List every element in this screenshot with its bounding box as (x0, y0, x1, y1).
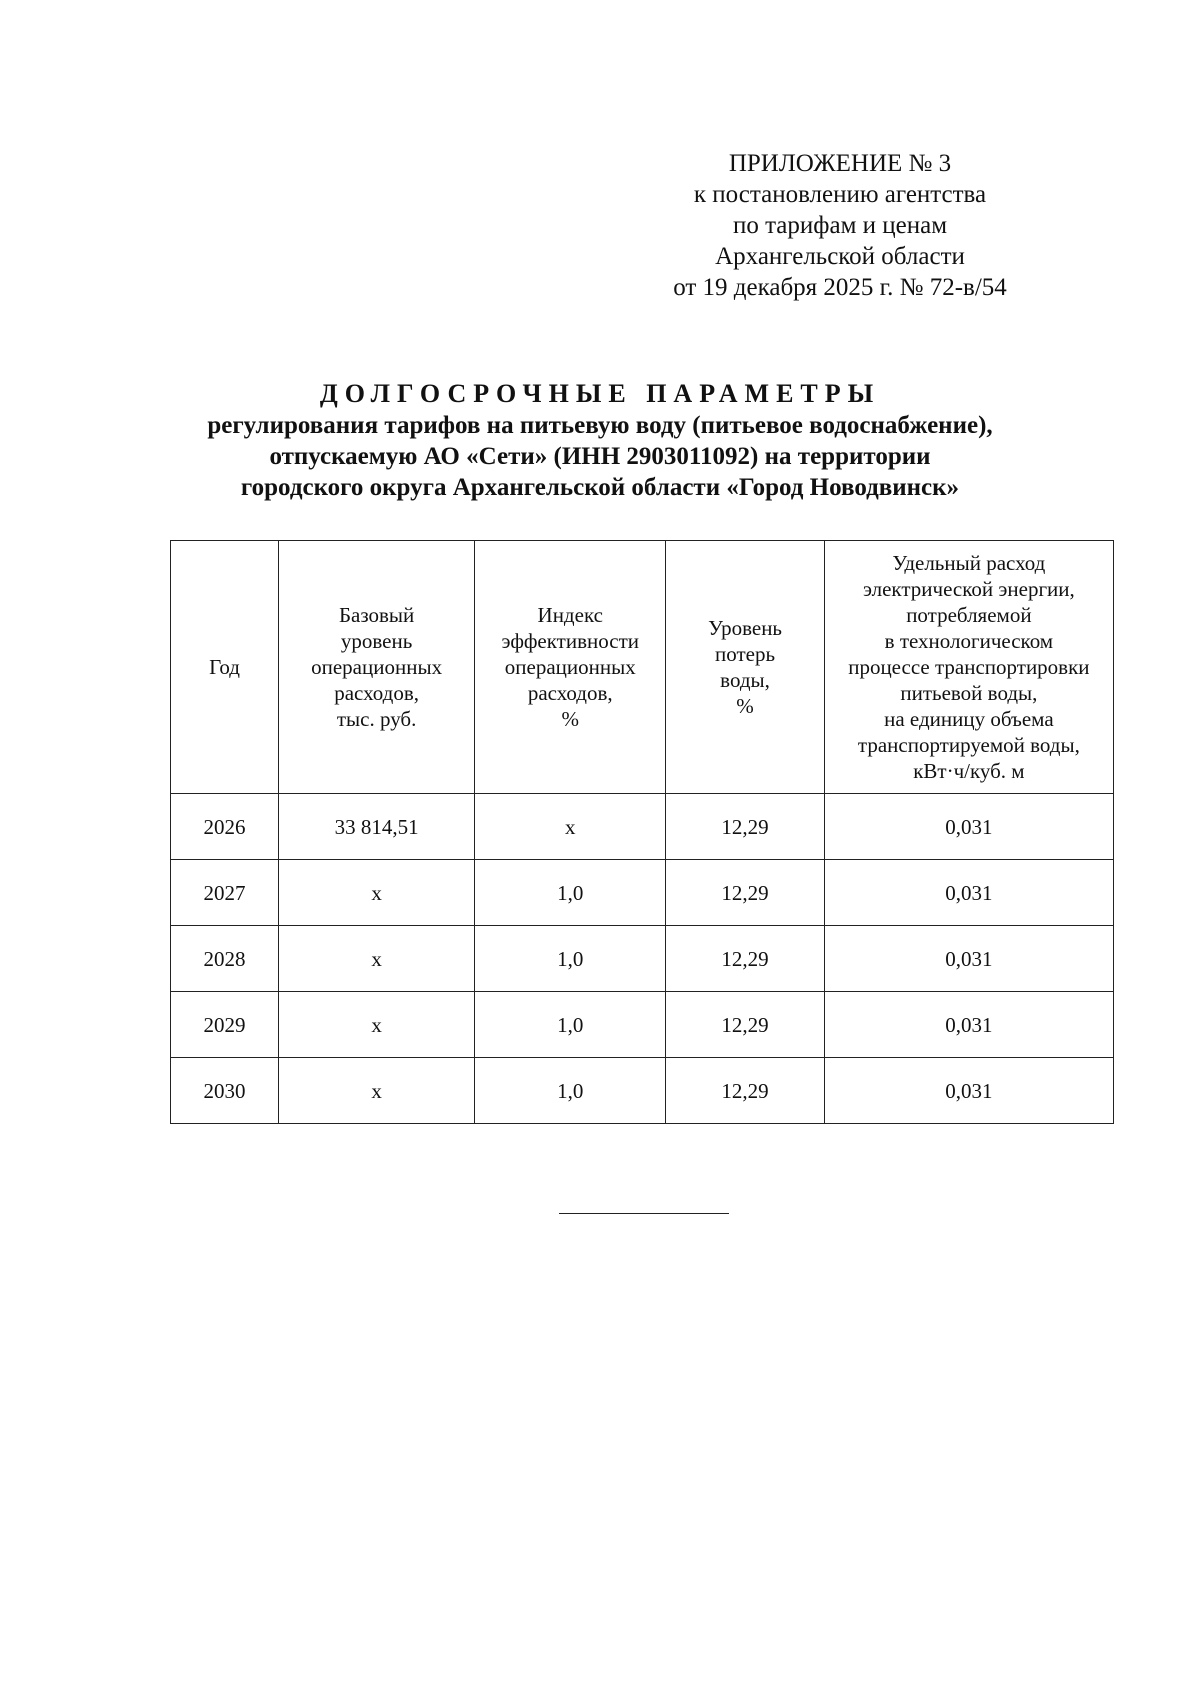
cell-base-opex: 33 814,51 (279, 794, 475, 860)
header-text: Удельный расход (892, 551, 1046, 575)
table-row (171, 992, 1114, 1058)
cell-base-opex: х (279, 992, 475, 1058)
document-title (150, 378, 1050, 503)
header-text: воды, (720, 668, 770, 692)
header-text: транспортируемой воды, (857, 733, 1080, 757)
appendix-ref-line: по тарифам и ценам (732, 212, 948, 239)
header-text: тыс. руб. (336, 707, 417, 731)
header-efficiency-index (475, 541, 666, 794)
table-row (171, 860, 1114, 926)
cell-year: 2028 (171, 926, 279, 992)
header-base-opex (279, 541, 475, 794)
cell-year: 2026 (171, 794, 279, 860)
header-text: расходов, (527, 681, 613, 705)
cell-energy-consumption: 0,031 (824, 926, 1113, 992)
header-text: электрической энергии, (862, 577, 1075, 601)
cell-year: 2027 (171, 860, 279, 926)
header-text: эффективности (501, 629, 640, 653)
appendix-block (640, 148, 1040, 303)
header-text: потребляемой (906, 603, 1032, 627)
header-year (171, 541, 279, 794)
cell-efficiency-index: х (475, 794, 666, 860)
appendix-ref-line: к постановлению агентства (693, 181, 987, 208)
cell-base-opex: х (279, 926, 475, 992)
cell-energy-consumption: 0,031 (824, 794, 1113, 860)
header-text: % (736, 694, 754, 718)
header-text: Уровень (708, 616, 783, 640)
cell-base-opex: х (279, 860, 475, 926)
header-water-loss (666, 541, 824, 794)
cell-efficiency-index: 1,0 (475, 860, 666, 926)
table-row (171, 926, 1114, 992)
appendix-number: ПРИЛОЖЕНИЕ № 3 (728, 150, 952, 177)
header-text: потерь (715, 642, 776, 666)
table-header-row (171, 541, 1114, 794)
title-line: городского округа Архангельской области «Город Новодвинск» (240, 474, 960, 501)
cell-water-loss: 12,29 (666, 926, 824, 992)
cell-year: 2029 (171, 992, 279, 1058)
appendix-ref-line: Архангельской области (715, 243, 965, 270)
header-text: кВт·ч/куб. м (913, 759, 1025, 783)
header-text: операционных (311, 655, 443, 679)
header-text: процессе транспортировки (848, 655, 1090, 679)
header-text: Индекс (537, 603, 603, 627)
header-text: расходов, (334, 681, 420, 705)
cell-water-loss: 12,29 (666, 860, 824, 926)
table-row (171, 794, 1114, 860)
cell-water-loss: 12,29 (666, 794, 824, 860)
cell-efficiency-index: 1,0 (475, 1058, 666, 1124)
header-text: питьевой воды, (900, 681, 1038, 705)
cell-water-loss: 12,29 (666, 992, 824, 1058)
cell-base-opex: х (279, 1058, 475, 1124)
end-divider (559, 1213, 729, 1214)
cell-energy-consumption: 0,031 (824, 860, 1113, 926)
header-text: в технологическом (884, 629, 1054, 653)
header-text: Год (209, 655, 240, 679)
header-text: операционных (504, 655, 636, 679)
cell-efficiency-index: 1,0 (475, 992, 666, 1058)
header-text: Базовый (338, 603, 415, 627)
appendix-date-number: от 19 декабря 2025 г. № 72-в/54 (673, 274, 1007, 301)
cell-efficiency-index: 1,0 (475, 926, 666, 992)
header-energy-consumption (824, 541, 1113, 794)
title-line: регулирования тарифов на питьевую воду (питьевое водоснабжение), (207, 412, 993, 439)
cell-energy-consumption: 0,031 (824, 992, 1113, 1058)
header-text: % (561, 707, 579, 731)
title-line: отпускаемую АО «Сети» (ИНН 2903011092) на территории (269, 443, 931, 470)
parameters-table (170, 540, 1114, 1124)
cell-water-loss: 12,29 (666, 1058, 824, 1124)
cell-energy-consumption: 0,031 (824, 1058, 1113, 1124)
table-row (171, 1058, 1114, 1124)
title-heading: ДОЛГОСРОЧНЫЕ ПАРАМЕТРЫ (319, 379, 881, 408)
header-text: уровень (340, 629, 413, 653)
header-text: на единицу объема (884, 707, 1054, 731)
cell-year: 2030 (171, 1058, 279, 1124)
